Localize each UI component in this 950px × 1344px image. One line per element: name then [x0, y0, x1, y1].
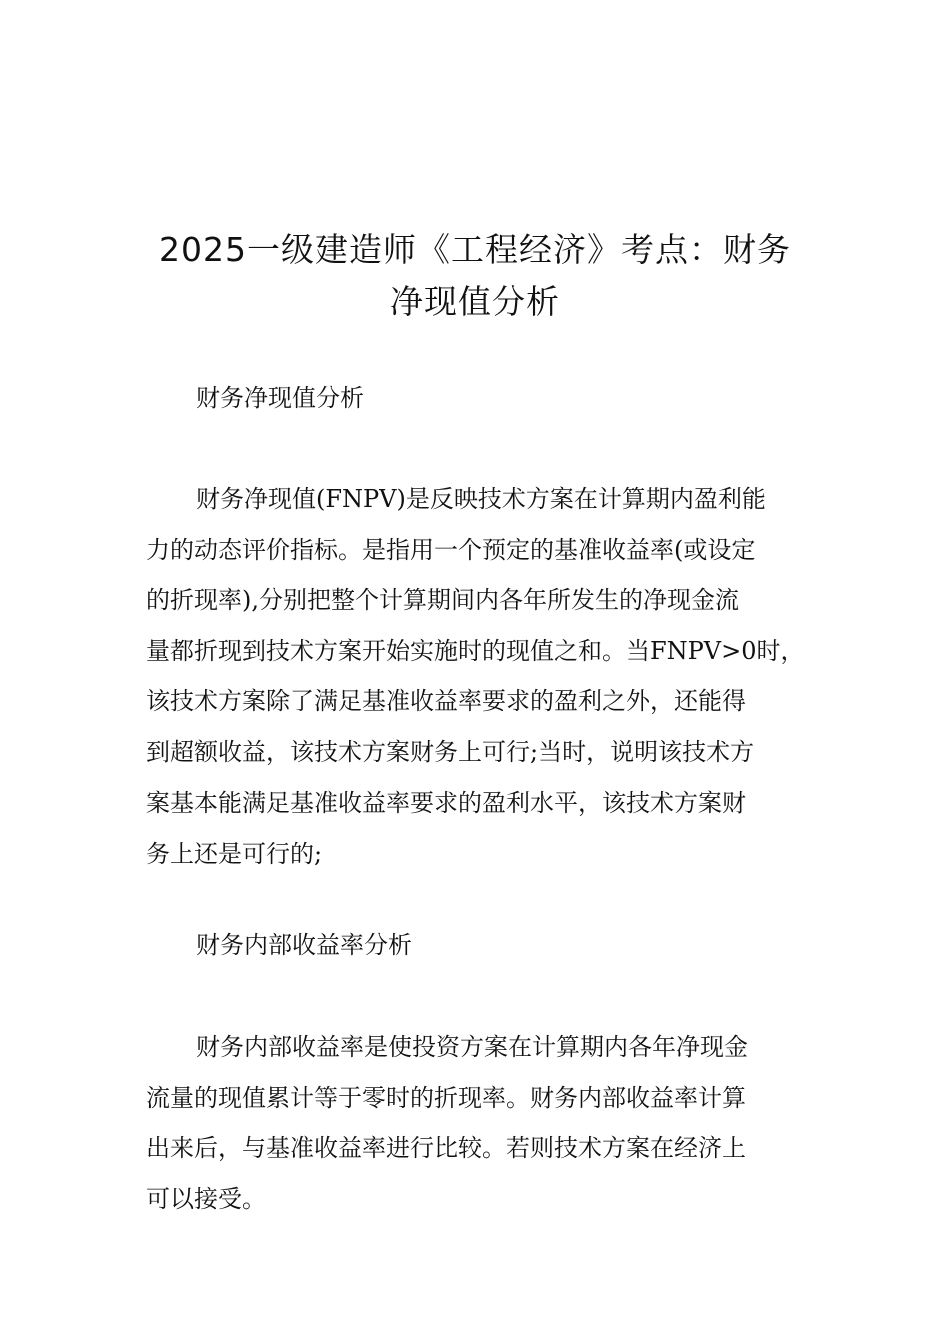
paragraph-line: 该技术方案除了满足基准收益率要求的盈利之外，还能得	[146, 687, 746, 715]
paragraph-line: 的折现率),分别把整个计算期间内各年所发生的净现金流	[146, 586, 739, 614]
paragraph-line: 出来后，与基准收益率进行比较。若则技术方案在经济上	[146, 1134, 746, 1162]
paragraph-line: 财务内部收益率是使投资方案在计算期内各年净现金	[196, 1033, 748, 1061]
paragraph-line: 力的动态评价指标。是指用一个预定的基准收益率(或设定	[146, 536, 756, 564]
section-heading-firr: 财务内部收益率分析	[196, 931, 412, 959]
paragraph-line: 流量的现值累计等于零时的折现率。财务内部收益率计算	[146, 1084, 746, 1112]
document-title-line-2: 净现值分析	[390, 282, 560, 321]
paragraph-line: 财务净现值(FNPV)是反映技术方案在计算期内盈利能	[196, 485, 766, 513]
paragraph-line: 量都折现到技术方案开始实施时的现值之和。当FNPV>0时，	[146, 637, 805, 665]
paragraph-line: 案基本能满足基准收益率要求的盈利水平，该技术方案财	[146, 789, 746, 817]
section-heading-fnpv: 财务净现值分析	[196, 384, 364, 412]
paragraph-line: 可以接受。	[146, 1185, 266, 1213]
document-title-line-1: 2025一级建造师《工程经济》考点：财务	[159, 230, 791, 269]
paragraph-line: 务上还是可行的;	[146, 840, 323, 868]
paragraph-line: 到超额收益，该技术方案财务上可行;当时，说明该技术方	[146, 738, 755, 766]
